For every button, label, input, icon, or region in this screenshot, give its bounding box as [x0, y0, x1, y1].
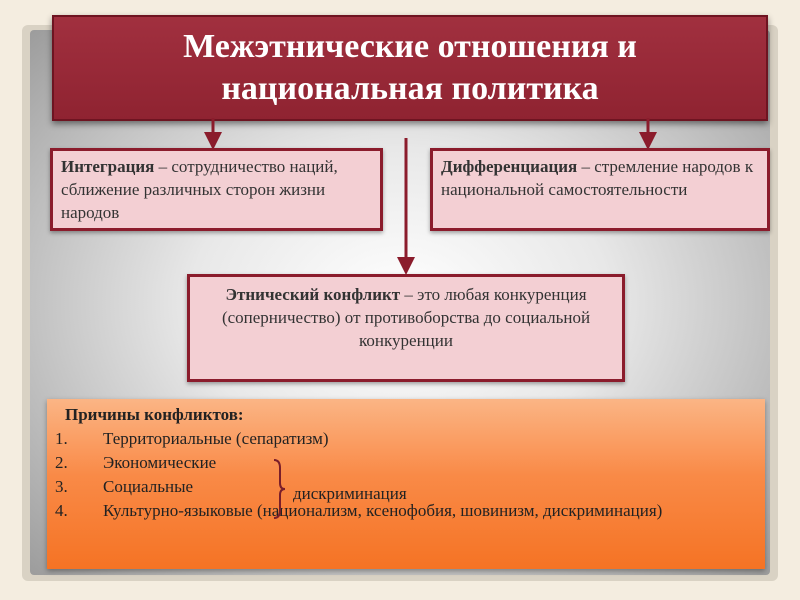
conflict-definition: – это любая конкуренция (соперничество) от противоборства до социальной конкуренции [221, 285, 591, 350]
causes-list [55, 427, 757, 523]
integration-term: Интеграция [61, 157, 155, 176]
cause-text: Территориальные (сепаратизм) [103, 429, 329, 448]
cause-number: 3. [55, 477, 68, 496]
differentiation-term: Дифференциация [441, 157, 578, 176]
causes-title: Причины конфликтов: [65, 405, 244, 424]
cause-item [55, 451, 757, 475]
differentiation-definition: – стремление народов к национальной самостоятельности [441, 157, 754, 199]
cause-number: 2. [55, 453, 68, 472]
cause-number: 1. [55, 429, 68, 448]
title-line-1: Межэтнические отношения и [183, 28, 637, 65]
title-line-2: национальная политика [221, 70, 599, 107]
cause-text: Социальные [103, 477, 194, 496]
cause-number: 4. [55, 501, 68, 520]
bracket-icon [272, 458, 286, 520]
integration-box [50, 148, 383, 231]
differentiation-box [430, 148, 770, 231]
cause-text: Экономические [103, 453, 217, 472]
bracket-label: дискриминация [293, 484, 407, 503]
integration-definition: – сотрудничество наций, сближение различных сторон жизни народов [61, 157, 338, 222]
cause-item [55, 427, 757, 451]
conflict-box [187, 274, 625, 382]
conflict-term: Этнический конфликт [225, 285, 401, 304]
cause-text: Культурно-языковые (национализм, ксенофобия, шовинизм, дискриминация) [103, 501, 663, 520]
